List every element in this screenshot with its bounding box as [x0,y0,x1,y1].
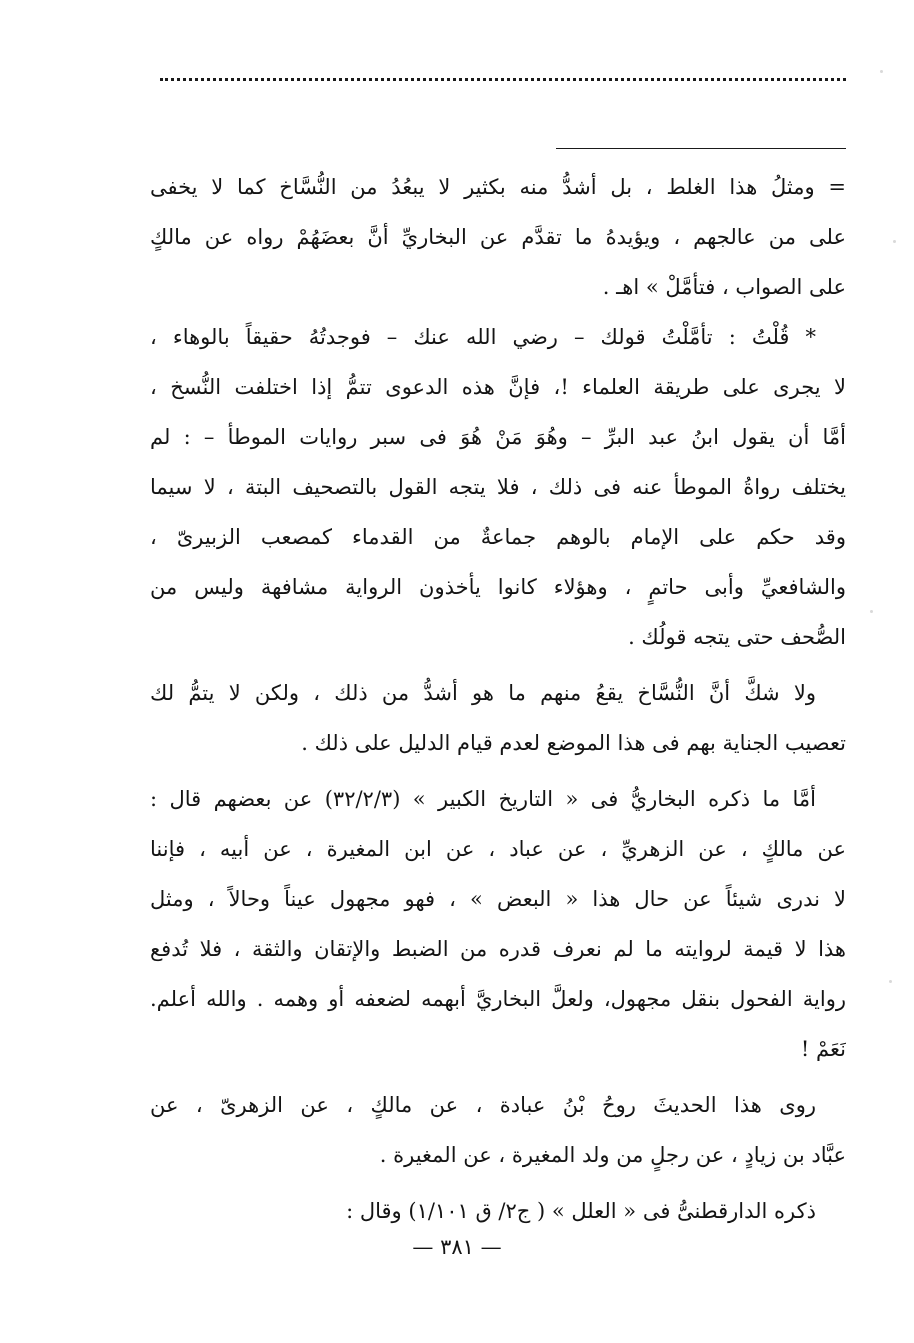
text-line: نَعَمْ ! [800,1037,846,1061]
text-line: = ومثلُ هذا الغلط ، بل أشدُّ منه بكثير لا يبعُدُ من النُّسَّاخ كما لا يخفى [150,175,846,199]
text-line: الصُّحف حتى يتجه قولُك . [628,625,846,649]
body-text [150,162,846,1236]
text-line: وقد حكم على الإمام بالوهم جماعةٌ من القدماء كمصعب الزبيرىّ ، [150,525,846,549]
text-line: عبَّاد بن زيادٍ ، عن رجلٍ من ولد المغيرة ، عن المغيرة . [379,1143,846,1167]
scan-speck [889,980,892,983]
dotted-separator [160,78,846,91]
text-line: تعصيب الجناية بهم فى هذا الموضع لعدم قيام الدليل على ذلك . [301,731,846,755]
scan-speck [870,610,873,613]
footnote-rule [556,148,846,149]
scan-speck [880,70,883,73]
text-line: ذكره الدارقطنىُّ فى « العلل » ( ج٢/ ق ١/١٠١) وقال : [346,1199,816,1223]
text-line: والشافعيِّ وأبى حاتمٍ ، وهؤلاء كانوا يأخذون الرواية مشافهة وليس من [150,575,846,599]
scan-speck [893,240,896,243]
text-line: رواية الفحول بنقل مجهول، ولعلَّ البخاريَّ أبهمه لضعفه أو وهمه . والله أعلم. [150,987,846,1011]
text-line: روى هذا الحديثَ روحُ بْنُ عبادة ، عن مالكٍ ، عن الزهرىّ ، عن [150,1093,816,1117]
text-line: عن مالكٍ ، عن الزهريِّ ، عن عباد ، عن ابن المغيرة ، عن أبيه ، فإننا [150,837,846,861]
text-line: لا يجرى على طريقة العلماء !، فإنَّ هذه الدعوى تتمُّ إذا اختلفت النُّسخ ، [150,375,846,399]
text-line: على من عالجهم ، ويؤيدهُ ما تقدَّم عن البخاريِّ أنَّ بعضَهُمْ رواه عن مالكٍ [150,225,846,249]
text-line: أمَّا ما ذكره البخاريُّ فى « التاريخ الكبير » (٣٢/٢/٣) عن بعضهم قال : [150,787,816,811]
page-number: — ٣٨١ — [412,1235,502,1259]
text-line: * قُلْتُ : تأمَّلْتُ قولك – رضي الله عنك – فوجدتُهُ حقيقاً بالوهاء ، [150,325,816,349]
text-line: يختلف رواةُ الموطأ عنه فى ذلك ، فلا يتجه القول بالتصحيف البتة ، لا سيما [150,475,846,499]
text-line: ولا شكَّ أنَّ النُّسَّاخ يقعُ منهم ما هو أشدُّ من ذلك ، ولكن لا يتمُّ لك [150,681,816,705]
text-line: على الصواب ، فتأمَّلْ » اهـ . [602,275,846,299]
text-line: هذا لا قيمة لروايته ما لم نعرف قدره من الضبط والإتقان والثقة ، فلا تُدفع [150,937,846,961]
text-line: لا ندرى شيئاً عن حال هذا « البعض » ، فهو مجهول عيناً وحالاً ، ومثل [150,887,846,911]
text-line: أمَّا أن يقول ابنُ عبد البرِّ – وهُوَ مَنْ هُوَ فى سبر روايات الموطأ – : لم [150,425,846,449]
